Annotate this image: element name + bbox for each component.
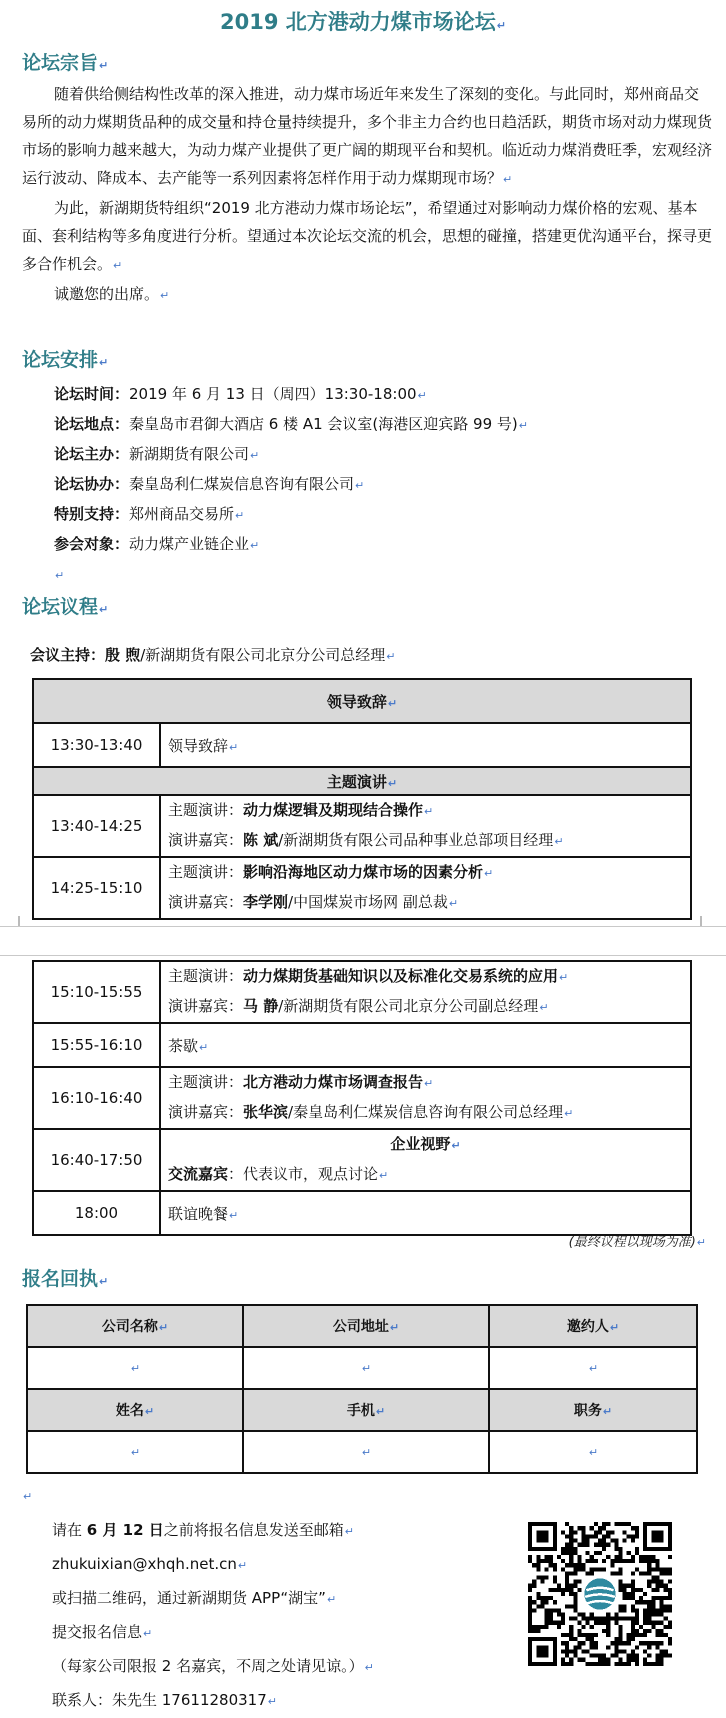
input-name[interactable]: ↵ — [27, 1431, 243, 1473]
section-heading-registration: 报名回执↵ — [22, 1268, 109, 1290]
table-row — [33, 1129, 691, 1191]
header-company-name: 公司名称↵ — [27, 1305, 243, 1347]
table-row — [33, 679, 691, 723]
arrangement-item: 参会对象：动力煤产业链企业↵ — [54, 535, 260, 553]
band-keynote: 主题演讲↵ — [33, 767, 691, 795]
agenda-table-part1 — [32, 678, 692, 920]
header-inviter: 邀约人↵ — [489, 1305, 697, 1347]
arrangement-item: 论坛主办：新湖期货有限公司↵ — [54, 445, 260, 463]
input-phone[interactable]: ↵ — [243, 1431, 489, 1473]
arrangement-item: 特别支持：郑州商品交易所↵ — [54, 505, 245, 523]
band-leader-speech: 领导致辞↵ — [33, 679, 691, 723]
table-row — [33, 1067, 691, 1129]
time-cell: 18:00 — [33, 1191, 160, 1235]
agenda-table-part2 — [32, 960, 692, 1236]
time-cell: 16:40-17:50 — [33, 1129, 160, 1191]
input-company-address[interactable]: ↵ — [243, 1347, 489, 1389]
contact-info: 请在 6 月 12 日之前将报名信息发送至邮箱↵ zhukuixian@xhqh.net.cn↵ 或扫描二维码，通过新湖期货 APP“湖宝”↵ 提交报名信息↵ （每家公司限报 2 名嘉宾，不周之处请见谅。）↵ 联系人：朱先生 17611280317↵ — [52, 1521, 374, 1709]
table-row — [33, 767, 691, 795]
header-position: 职务↵ — [489, 1389, 697, 1431]
time-cell: 15:55-16:10 — [33, 1023, 160, 1067]
empty-paragraph: ↵ — [23, 1490, 33, 1503]
section-heading-arrangement: 论坛安排↵ — [22, 349, 109, 371]
table-row — [27, 1431, 697, 1473]
content-cell: 茶歇↵ — [160, 1023, 691, 1067]
table-row — [33, 961, 691, 1023]
table-row — [27, 1347, 697, 1389]
section-heading-agenda: 论坛议程↵ — [22, 596, 109, 618]
content-cell: 主题演讲：北方港动力煤市场调查报告↵ 演讲嘉宾：张华滨/秦皇岛利仁煤炭信息咨询有限公司总经理↵ — [160, 1067, 691, 1129]
input-company-name[interactable]: ↵ — [27, 1347, 243, 1389]
purpose-text: 随着供给侧结构性改革的深入推进，动力煤市场近年来发生了深刻的变化。与此同时，郑州商品交易所的动力煤期货品种的成交量和持仓量持续提升，多个非主力合约也日趋活跃，期货市场对动力煤现货市场的影响力越来越大，为动力煤产业提供了更广阔的期现平台和契机。临近动力煤消费旺季，宏观经济运行波动、降成本、去产能等一系列因素将怎样作用于动力煤期现市场？↵ 为此，新湖期货特组织“2019 北方港动力煤市场论坛”，希望通过对影响动力煤价格的宏观、基本面、套利结构等多角度进行分析。望通过本次论坛交流的机会，思想的碰撞，搭建更优沟通平台，探寻更多合作机会。↵ 诚邀您的出席。↵ — [22, 85, 713, 303]
content-cell: 领导致辞↵ — [160, 723, 691, 767]
arrangement-list: 论坛时间：2019 年 6 月 13 日（周四）13:30-18:00↵ 论坛地点：秦皇岛市君御大酒店 6 楼 A1 会议室(海港区迎宾路 99 号)↵ 论坛主办：新湖期货有限公司↵ 论坛协办：秦皇岛利仁煤炭信息咨询有限公司↵ 特别支持：郑州商品交易所↵ 参会对象：动力煤产业链企业↵ ↵ — [54, 380, 528, 590]
table-row — [27, 1305, 697, 1347]
email-link[interactable]: zhukuixian@xhqh.net.cn — [52, 1555, 237, 1573]
table-row — [33, 795, 691, 857]
qr-code-icon[interactable] — [524, 1518, 676, 1670]
header-company-address: 公司地址↵ — [243, 1305, 489, 1347]
table-row — [27, 1389, 697, 1431]
input-position[interactable]: ↵ — [489, 1431, 697, 1473]
header-phone: 手机↵ — [243, 1389, 489, 1431]
content-cell: 联谊晚餐↵ — [160, 1191, 691, 1235]
registration-table — [26, 1304, 698, 1474]
table-row — [33, 857, 691, 919]
agenda-note: (最终议程以现场为准)↵ — [568, 1235, 706, 1250]
content-cell: 主题演讲：动力煤逻辑及期现结合操作↵ 演讲嘉宾：陈 斌/新湖期货有限公司品种事业总部项目经理↵ — [160, 795, 691, 857]
arrangement-item: 论坛协办：秦皇岛利仁煤炭信息咨询有限公司↵ — [54, 475, 365, 493]
input-inviter[interactable]: ↵ — [489, 1347, 697, 1389]
table-row — [33, 1023, 691, 1067]
host-line: 会议主持：殷 煦/新湖期货有限公司北京分公司总经理↵ — [30, 646, 396, 664]
time-cell: 16:10-16:40 — [33, 1067, 160, 1129]
page-break — [0, 926, 726, 956]
table-row — [33, 1191, 691, 1235]
content-cell: 企业视野↵ 交流嘉宾：代表议市，观点讨论↵ — [160, 1129, 691, 1191]
arrangement-item: 论坛时间：2019 年 6 月 13 日（周四）13:30-18:00↵ — [54, 385, 427, 403]
header-name: 姓名↵ — [27, 1389, 243, 1431]
time-cell: 14:25-15:10 — [33, 857, 160, 919]
section-heading-purpose: 论坛宗旨↵ — [22, 52, 109, 74]
arrangement-item: 论坛地点：秦皇岛市君御大酒店 6 楼 A1 会议室(海港区迎宾路 99 号)↵ — [54, 415, 528, 433]
time-cell: 15:10-15:55 — [33, 961, 160, 1023]
content-cell: 主题演讲：动力煤期货基础知识以及标准化交易系统的应用↵ 演讲嘉宾：马 静/新湖期货有限公司北京分公司副总经理↵ — [160, 961, 691, 1023]
time-cell: 13:30-13:40 — [33, 723, 160, 767]
content-cell: 主题演讲：影响沿海地区动力煤市场的因素分析↵ 演讲嘉宾：李学刚/中国煤炭市场网 副总裁↵ — [160, 857, 691, 919]
table-row — [33, 723, 691, 767]
page-title: 2019 北方港动力煤市场论坛↵ — [220, 10, 506, 34]
time-cell: 13:40-14:25 — [33, 795, 160, 857]
